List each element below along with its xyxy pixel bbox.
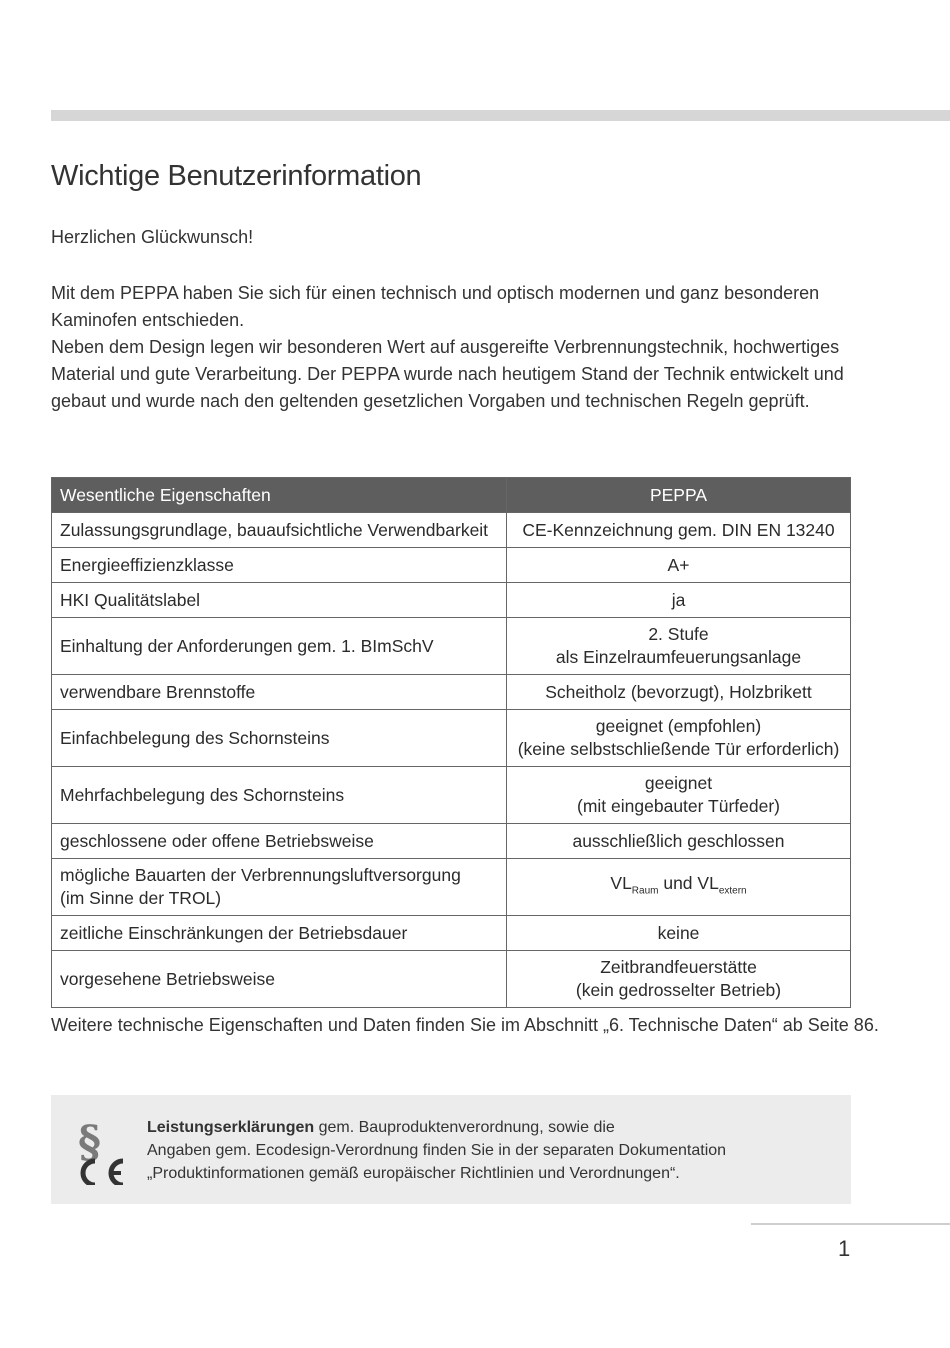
technical-data-note: Weitere technische Eigenschaften und Daten finden Sie im Abschnitt „6. Technische Daten“ ab Seite 86. bbox=[51, 1015, 879, 1035]
value-line-1: Zeitbrandfeuerstätte bbox=[600, 957, 757, 977]
page-number: 1 bbox=[838, 1236, 851, 1261]
footer-divider bbox=[751, 1223, 950, 1225]
property-cell: verwendbare Brennstoffe bbox=[52, 675, 507, 710]
intro-text bbox=[51, 280, 861, 415]
value-cell: ausschließlich geschlossen bbox=[507, 824, 851, 859]
property-cell: geschlossene oder offene Betriebsweise bbox=[52, 824, 507, 859]
table-header-property: Wesentliche Eigenschaften bbox=[52, 478, 507, 513]
value-line-2: als Einzelraumfeuerungsanlage bbox=[555, 647, 802, 667]
value-line-1: geeignet bbox=[644, 773, 713, 793]
greeting-text: Herzlichen Glückwunsch! bbox=[51, 227, 254, 247]
value-cell bbox=[507, 767, 851, 824]
table-row bbox=[52, 916, 851, 951]
value-cell: Scheitholz (bevorzugt), Holzbrikett bbox=[507, 675, 851, 710]
value-line-1: 2. Stufe bbox=[648, 624, 709, 644]
intro-paragraph-2: Neben dem Design legen wir besonderen Wert auf ausgereifte Verbrennungstechnik, hochwertiges Material und gute Verarbeitung. Der PEPPA wurde nach heutigem Stand der Technik entwickelt und gebaut und wurde nach den geltenden gesetzlichen Vorgaben und technischen Regeln geprüft. bbox=[51, 337, 844, 411]
table-row bbox=[52, 859, 851, 916]
info-line-1: gem. Bauproduktenverordnung, sowie die bbox=[314, 1119, 615, 1136]
table-row bbox=[52, 710, 851, 767]
table-row bbox=[52, 951, 851, 1008]
value-cell: CE-Kennzeichnung gem. DIN EN 13240 bbox=[507, 513, 851, 548]
value-cell bbox=[507, 951, 851, 1008]
table-header-product: PEPPA bbox=[507, 478, 851, 513]
property-cell: Einfachbelegung des Schornsteins bbox=[52, 710, 507, 767]
info-box bbox=[51, 1095, 851, 1204]
vl-text: VL bbox=[610, 872, 632, 893]
property-cell: Zulassungsgrundlage, bauaufsichtliche Verwendbarkeit bbox=[52, 513, 507, 548]
vl-mid-text: und VL bbox=[658, 872, 719, 893]
value-cell bbox=[507, 710, 851, 767]
paragraph-ce-icon bbox=[73, 1115, 129, 1185]
table-row bbox=[52, 824, 851, 859]
info-line-3: „Produktinformationen gemäß europäischer Richtlinien und Verordnungen“. bbox=[147, 1165, 680, 1182]
property-line-2: (im Sinne der TROL) bbox=[60, 888, 222, 908]
table-row bbox=[52, 513, 851, 548]
page-title: Wichtige Benutzerinformation bbox=[51, 160, 422, 192]
value-line-2: (mit eingebauter Türfeder) bbox=[577, 796, 780, 816]
table-header-row bbox=[52, 478, 851, 513]
value-cell bbox=[507, 618, 851, 675]
table-row bbox=[52, 583, 851, 618]
vl-subscript-raum: Raum bbox=[631, 885, 659, 897]
svg-text:§: § bbox=[78, 1117, 102, 1168]
value-line-1: geeignet (empfohlen) bbox=[595, 716, 762, 736]
property-cell: zeitliche Einschränkungen der Betriebsdauer bbox=[52, 916, 507, 951]
property-cell: vorgesehene Betriebsweise bbox=[52, 951, 507, 1008]
vl-subscript-extern: extern bbox=[718, 885, 747, 897]
property-line-1: mögliche Bauarten der Verbrennungsluftversorgung bbox=[60, 865, 461, 885]
info-line-2: Angaben gem. Ecodesign-Verordnung finden Sie in der separaten Dokumentation bbox=[147, 1142, 727, 1159]
property-cell: Mehrfachbelegung des Schornsteins bbox=[52, 767, 507, 824]
top-divider-bar bbox=[51, 110, 950, 121]
value-line-2: (keine selbstschließende Tür erforderlich) bbox=[517, 739, 840, 759]
properties-table bbox=[51, 477, 851, 1008]
info-box-text bbox=[147, 1116, 837, 1185]
table-row bbox=[52, 618, 851, 675]
info-bold-term: Leistungserklärungen bbox=[147, 1119, 315, 1136]
table-row bbox=[52, 548, 851, 583]
property-cell bbox=[52, 859, 507, 916]
property-cell: Einhaltung der Anforderungen gem. 1. BImSchV bbox=[52, 618, 507, 675]
table-row bbox=[52, 767, 851, 824]
table-row bbox=[52, 675, 851, 710]
property-cell: HKI Qualitätslabel bbox=[52, 583, 507, 618]
value-cell: ja bbox=[507, 583, 851, 618]
value-cell bbox=[507, 859, 851, 916]
intro-paragraph-1: Mit dem PEPPA haben Sie sich für einen technisch und optisch modernen und ganz besonderen Kaminofen entschieden. bbox=[51, 283, 820, 330]
value-line-2: (kein gedrosselter Betrieb) bbox=[575, 980, 782, 1000]
value-cell: A+ bbox=[507, 548, 851, 583]
value-cell: keine bbox=[507, 916, 851, 951]
property-cell: Energieeffizienzklasse bbox=[52, 548, 507, 583]
